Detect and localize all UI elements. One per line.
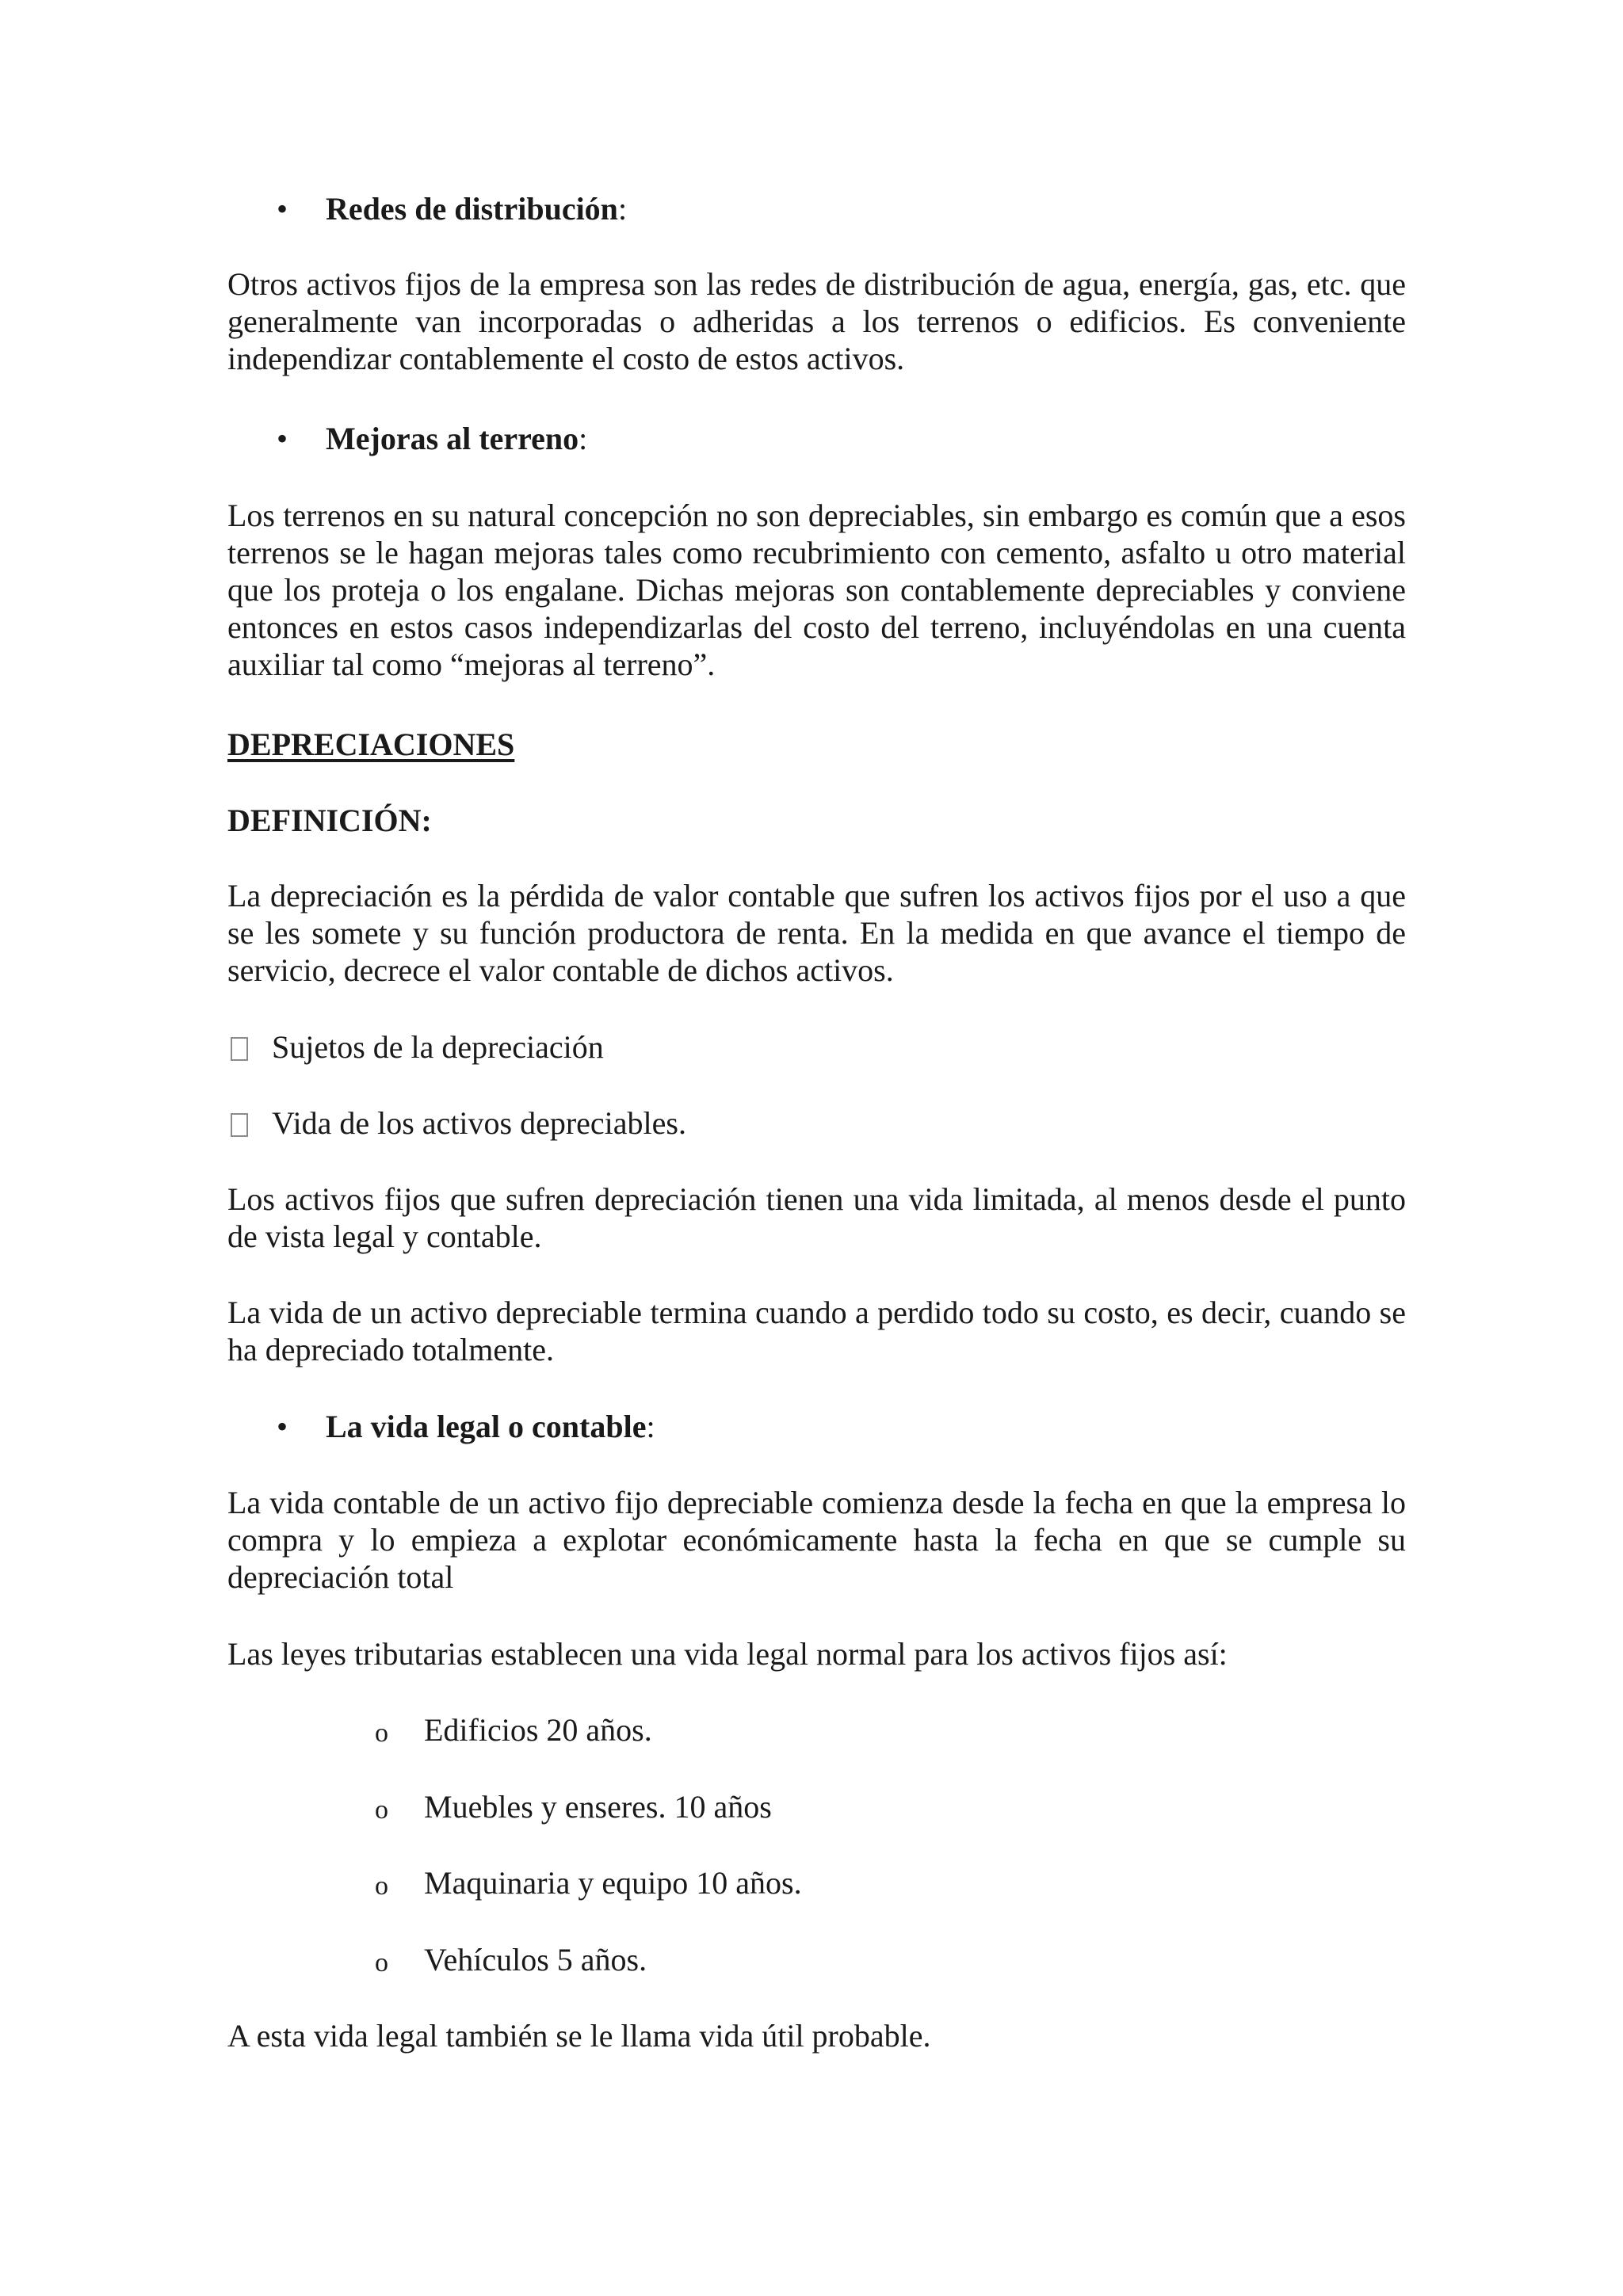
- paragraph-closing: A esta vida legal también se le llama vida útil probable.: [227, 2018, 931, 2054]
- paragraph-redes: Otros activos fijos de la empresa son las redes de distribución de agua, energía, gas, etc. que generalmente van incorporadas o adheridas a los terrenos o edificios. Es conveniente independizar contablemente el costo de estos activos.: [227, 266, 1406, 376]
- box-item-text: Sujetos de la depreciación: [272, 1029, 604, 1065]
- bullet-title-bold: Redes de distribución: [326, 191, 618, 227]
- paragraph-vida-1: Los activos fijos que sufren depreciación tienen una vida limitada, al menos desde el punto de vista legal y contable.: [227, 1181, 1406, 1254]
- bullet-suffix: :: [579, 421, 588, 456]
- list-item-text: Maquinaria y equipo 10 años.: [424, 1865, 802, 1901]
- heading-depreciaciones: DEPRECIACIONES: [227, 727, 515, 762]
- bullet-dot: •: [277, 1409, 288, 1444]
- paragraph-mejoras: Los terrenos en su natural concepción no son depreciables, sin embargo es común que a esos terrenos se le hagan mejoras tales como recubrimiento con cemento, asfalto u otro material que los proteja o los engalane. Dichas mejoras son contablemente depreciables y conviene entonces en estos casos independizarlas del costo del terreno, incluyéndolas en una cuenta auxiliar tal como “mejoras al terreno”.: [227, 498, 1406, 682]
- list-item-text: Edificios 20 años.: [424, 1712, 652, 1748]
- heading-definicion: DEFINICIÓN:: [227, 803, 432, 838]
- sub-bullet-marker: o: [375, 1948, 388, 1978]
- bullet-title-redes: [326, 190, 627, 227]
- box-item-vida: [227, 1104, 686, 1142]
- paragraph-vida-2: La vida de un activo depreciable termina cuando a perdido todo su costo, es decir, cuando se ha depreciado totalmente.: [227, 1295, 1406, 1367]
- box-item-text: Vida de los activos depreciables.: [272, 1105, 686, 1141]
- bullet-suffix: :: [646, 1409, 655, 1444]
- bullet-title-mejoras: [326, 420, 587, 457]
- bullet-title-bold: La vida legal o contable: [326, 1409, 647, 1444]
- paragraph-definicion: La depreciación es la pérdida de valor contable que sufren los activos fijos por el uso a que se les somete y su función productora de renta. En la medida en que avance el tiempo de servicio, decrece el valor contable de dichos activos.: [227, 878, 1406, 988]
- bullet-title-vida-legal: [326, 1408, 655, 1445]
- sub-bullet-marker: o: [375, 1871, 388, 1901]
- paragraph-vida-legal: La vida contable de un activo fijo depreciable comienza desde la fecha en que la empresa lo compra y lo empieza a explotar económicamente hasta la fecha en que se cumple su depreciación total: [227, 1485, 1406, 1595]
- sub-bullet-marker: o: [375, 1718, 388, 1748]
- box-item-sujetos: [227, 1028, 604, 1066]
- bullet-suffix: :: [617, 191, 628, 227]
- missing-glyph-box-icon: [231, 1037, 248, 1061]
- list-item-text: Muebles y enseres. 10 años: [424, 1789, 772, 1825]
- bullet-title-bold: Mejoras al terreno: [326, 421, 579, 456]
- paragraph-leyes: Las leyes tributarias establecen una vida legal normal para los activos fijos así:: [227, 1636, 1228, 1672]
- bullet-dot: •: [277, 191, 288, 227]
- sub-bullet-marker: o: [375, 1795, 388, 1825]
- list-item-text: Vehículos 5 años.: [424, 1942, 647, 1978]
- missing-glyph-box-icon: [231, 1113, 248, 1137]
- bullet-dot: •: [277, 421, 288, 456]
